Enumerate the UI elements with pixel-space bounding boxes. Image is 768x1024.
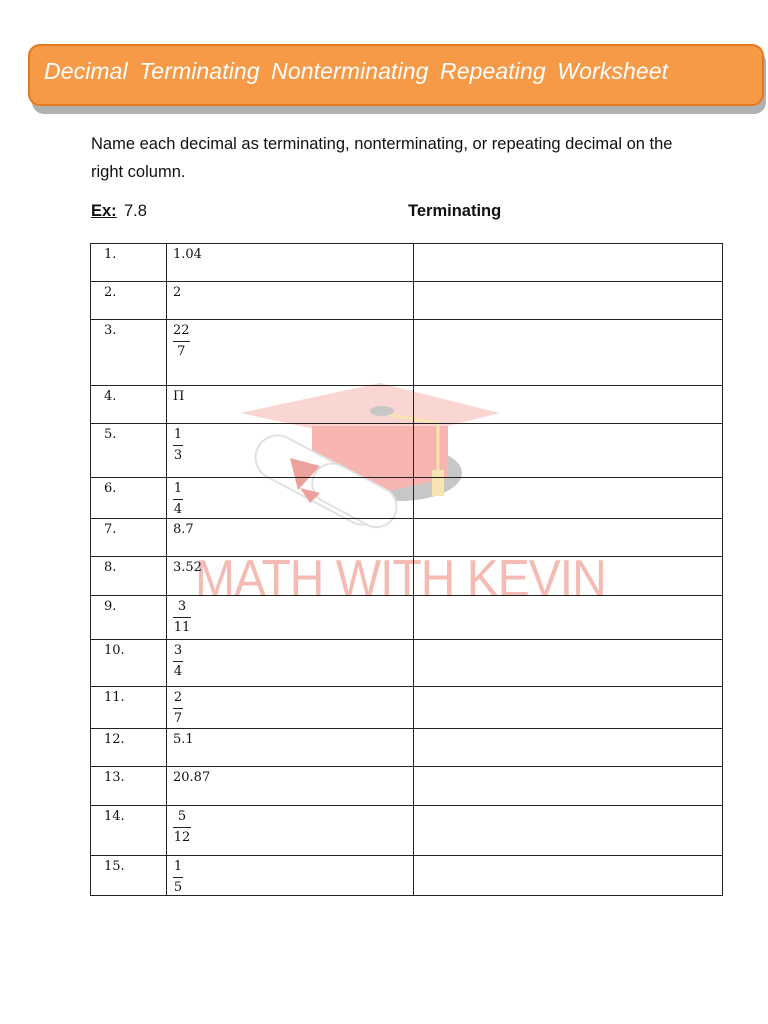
fraction	[173, 809, 191, 845]
problem-value	[167, 424, 414, 478]
problem-number: 8.	[91, 557, 167, 596]
fraction-numerator: 1	[173, 859, 183, 874]
fraction	[173, 323, 190, 359]
problem-number: 15.	[91, 856, 167, 896]
problem-number: 6.	[91, 478, 167, 519]
table-row	[91, 320, 723, 386]
problem-number: 3.	[91, 320, 167, 386]
table-row	[91, 640, 723, 687]
decimal-value: 1.04	[173, 247, 202, 262]
answer-cell[interactable]	[414, 282, 723, 320]
problem-value	[167, 687, 414, 729]
problem-value	[167, 478, 414, 519]
problem-value	[167, 640, 414, 687]
answer-cell[interactable]	[414, 557, 723, 596]
problem-value	[167, 806, 414, 856]
worksheet-table	[90, 243, 723, 896]
answer-cell[interactable]	[414, 478, 723, 519]
example-answer: Terminating	[408, 202, 502, 220]
fraction-bar	[173, 877, 183, 878]
fraction-bar	[173, 827, 191, 828]
table-row	[91, 687, 723, 729]
answer-cell[interactable]	[414, 244, 723, 282]
fraction-denominator: 3	[173, 448, 183, 463]
fraction-denominator: 7	[173, 711, 183, 726]
table-row	[91, 244, 723, 282]
problem-value	[167, 519, 414, 557]
problem-value	[167, 856, 414, 896]
table-row	[91, 729, 723, 767]
problem-value	[167, 320, 414, 386]
problem-number: 5.	[91, 424, 167, 478]
problem-number: 7.	[91, 519, 167, 557]
problem-number: 12.	[91, 729, 167, 767]
fraction-bar	[173, 341, 190, 342]
fraction	[173, 859, 183, 895]
problem-value	[167, 386, 414, 424]
table-row	[91, 282, 723, 320]
example-row	[91, 202, 731, 228]
table-row	[91, 557, 723, 596]
problem-number: 14.	[91, 806, 167, 856]
answer-cell[interactable]	[414, 806, 723, 856]
page-title: Decimal Terminating Nonterminating Repeating Worksheet	[44, 58, 669, 84]
answer-cell[interactable]	[414, 767, 723, 806]
fraction	[173, 427, 183, 463]
problem-number: 9.	[91, 596, 167, 640]
fraction	[173, 690, 183, 726]
answer-cell[interactable]	[414, 519, 723, 557]
table-row	[91, 519, 723, 557]
problem-number: 4.	[91, 386, 167, 424]
problem-value	[167, 282, 414, 320]
fraction-numerator: 2	[173, 690, 183, 705]
fraction-bar	[173, 661, 183, 662]
fraction-denominator: 12	[173, 830, 191, 845]
problem-value	[167, 244, 414, 282]
problem-value	[167, 767, 414, 806]
problem-number: 11.	[91, 687, 167, 729]
table-row	[91, 478, 723, 519]
table-row	[91, 767, 723, 806]
table-row	[91, 596, 723, 640]
decimal-value: 2	[173, 285, 182, 300]
fraction-bar	[173, 445, 183, 446]
fraction-bar	[173, 617, 191, 618]
table-row	[91, 856, 723, 896]
decimal-value: 3.52	[173, 560, 202, 575]
answer-cell[interactable]	[414, 320, 723, 386]
instructions-text: Name each decimal as terminating, nonterminating, or repeating decimal on the right column.	[91, 135, 673, 181]
fraction-bar	[173, 708, 183, 709]
answer-cell[interactable]	[414, 640, 723, 687]
fraction-bar	[173, 499, 183, 500]
example-value: 7.8	[124, 202, 147, 220]
problem-number: 13.	[91, 767, 167, 806]
answer-cell[interactable]	[414, 687, 723, 729]
problem-value	[167, 729, 414, 767]
fraction	[173, 599, 191, 635]
fraction	[173, 481, 183, 517]
table-row	[91, 806, 723, 856]
fraction-denominator: 11	[173, 620, 191, 635]
fraction-numerator: 1	[173, 427, 183, 442]
answer-cell[interactable]	[414, 729, 723, 767]
decimal-value: 20.87	[173, 770, 211, 785]
decimal-value: 5.1	[173, 732, 194, 747]
fraction-denominator: 4	[173, 502, 183, 517]
title-banner	[28, 44, 764, 106]
fraction-numerator: 22	[173, 323, 190, 338]
problem-value	[167, 557, 414, 596]
problem-number: 10.	[91, 640, 167, 687]
answer-cell[interactable]	[414, 596, 723, 640]
watermark-text: MATH WITH KEVIN	[195, 550, 606, 609]
problem-number: 2.	[91, 282, 167, 320]
fraction-denominator: 4	[173, 664, 183, 679]
fraction-denominator: 5	[173, 880, 183, 895]
fraction-denominator: 7	[177, 344, 186, 359]
decimal-value: Π	[173, 389, 185, 404]
problem-number: 1.	[91, 244, 167, 282]
decimal-value: 8.7	[173, 522, 194, 537]
answer-cell[interactable]	[414, 424, 723, 478]
fraction-numerator: 3	[177, 599, 187, 614]
table-row	[91, 386, 723, 424]
answer-cell[interactable]	[414, 856, 723, 896]
table-row	[91, 424, 723, 478]
fraction-numerator: 3	[173, 643, 183, 658]
fraction-numerator: 5	[177, 809, 187, 824]
answer-cell[interactable]	[414, 386, 723, 424]
fraction	[173, 643, 183, 679]
problem-value	[167, 596, 414, 640]
fraction-numerator: 1	[173, 481, 183, 496]
example-label: Ex:	[91, 202, 117, 220]
